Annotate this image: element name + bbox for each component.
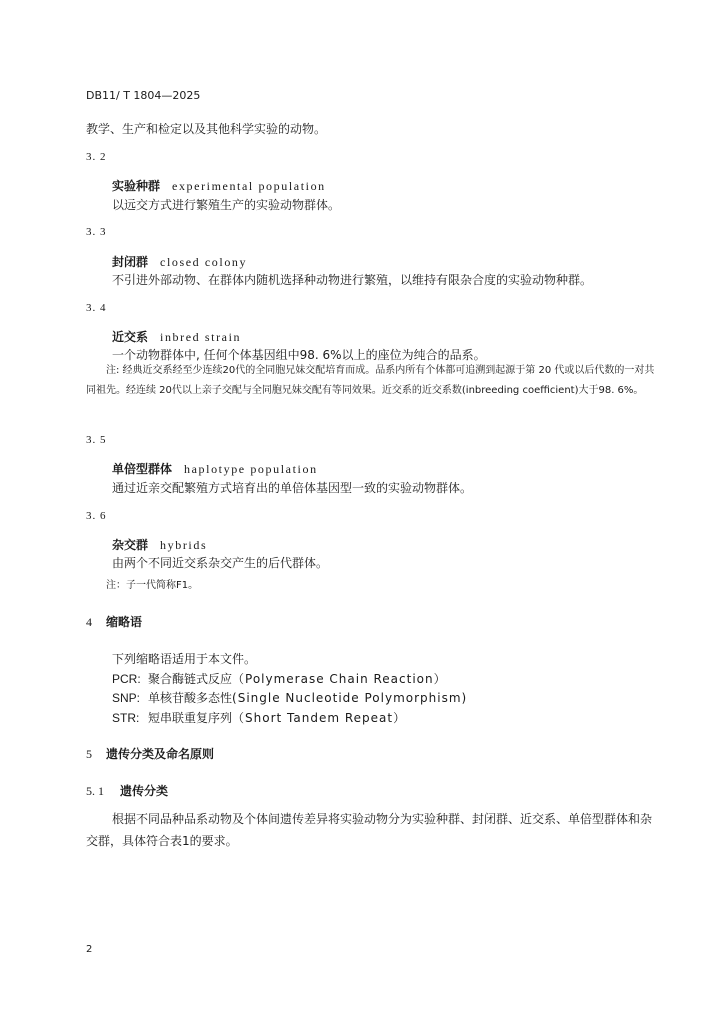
term-note: 注: 经典近交系经至少连续20代的全同胞兄妹交配培育而成。品系内所有个体都可追溯到起源于第 20 代或以后代数的一对共同祖先。经连续 20代以上亲子交配与全同胞兄妹交配有等同效果。近交系的近交系数(inbreeding coefficient)大于98. 6%。 <box>86 365 655 396</box>
term-en: experimental population <box>172 179 326 193</box>
abbreviation-en: (Single Nucleotide Polymorphism) <box>232 691 468 705</box>
term-en: haplotype population <box>184 462 318 476</box>
term-definition: 以远交方式进行繁殖生产的实验动物群体。 <box>112 198 341 212</box>
term-en: inbred strain <box>160 330 242 344</box>
term-en: closed colony <box>160 255 248 269</box>
term-heading <box>112 253 247 270</box>
term-heading <box>112 328 241 345</box>
abbreviation-cn: 聚合酶链式反应 <box>148 672 233 686</box>
term-heading <box>112 460 318 477</box>
term-number: 3. 5 <box>86 434 107 446</box>
abbreviation-en: （Polymerase Chain Reaction） <box>232 672 447 686</box>
term-cn: 杂交群 <box>112 538 149 552</box>
subsection-number: 5. 1 <box>86 784 104 798</box>
abbreviation-item <box>112 670 447 687</box>
term-number: 3. 6 <box>86 510 107 522</box>
abbreviation-en: （Short Tandem Repeat） <box>232 711 407 725</box>
section-title: 遗传分类及命名原则 <box>106 747 215 761</box>
abbreviation-key: PCR: <box>112 672 141 686</box>
term-cn: 单倍型群体 <box>112 462 173 476</box>
section-heading <box>86 745 214 762</box>
intro-line: 教学、生产和检定以及其他科学实验的动物。 <box>86 122 327 136</box>
abbreviation-key: STR: <box>112 711 140 725</box>
body-paragraph: 根据不同品种品系动物及个体间遗传差异将实验动物分为实验种群、封闭群、近交系、单倍型群体和杂交群，具体符合表1的要求。 <box>86 812 653 848</box>
term-definition: 不引进外部动物、在群体内随机选择种动物进行繁殖，以维持有限杂合度的实验动物种群。 <box>112 273 593 287</box>
term-en: hybrids <box>160 538 208 552</box>
term-number: 3. 4 <box>86 302 107 314</box>
term-heading <box>112 536 207 553</box>
term-cn: 实验种群 <box>112 179 161 193</box>
page-number: 2 <box>86 944 93 955</box>
section-heading <box>86 613 142 630</box>
term-cn: 近交系 <box>112 330 149 344</box>
abbreviation-key: SNP: <box>112 691 141 705</box>
term-number: 3. 2 <box>86 151 107 163</box>
abbreviation-cn: 短串联重复序列 <box>148 711 233 725</box>
section-number: 4 <box>86 615 92 629</box>
section-title: 缩略语 <box>106 615 143 629</box>
term-definition: 通过近亲交配繁殖方式培育出的单倍体基因型一致的实验动物群体。 <box>112 481 473 495</box>
subsection-title: 遗传分类 <box>120 784 169 798</box>
document-header: DB11/ T 1804—2025 <box>86 89 201 102</box>
term-definition: 一个动物群体中, 任何个体基因组中98. 6%以上的座位为纯合的品系。 <box>112 348 486 362</box>
term-heading <box>112 177 326 194</box>
section-intro: 下列缩略语适用于本文件。 <box>112 652 257 666</box>
abbreviation-item <box>112 709 406 726</box>
term-note: 注：子一代简称F1。 <box>106 580 199 591</box>
term-definition: 由两个不同近交系杂交产生的后代群体。 <box>112 556 329 570</box>
term-number: 3. 3 <box>86 226 107 238</box>
abbreviation-item <box>112 689 467 706</box>
term-cn: 封闭群 <box>112 255 149 269</box>
subsection-heading <box>86 782 168 799</box>
abbreviation-cn: 单核苷酸多态性 <box>148 691 233 705</box>
section-number: 5 <box>86 747 92 761</box>
